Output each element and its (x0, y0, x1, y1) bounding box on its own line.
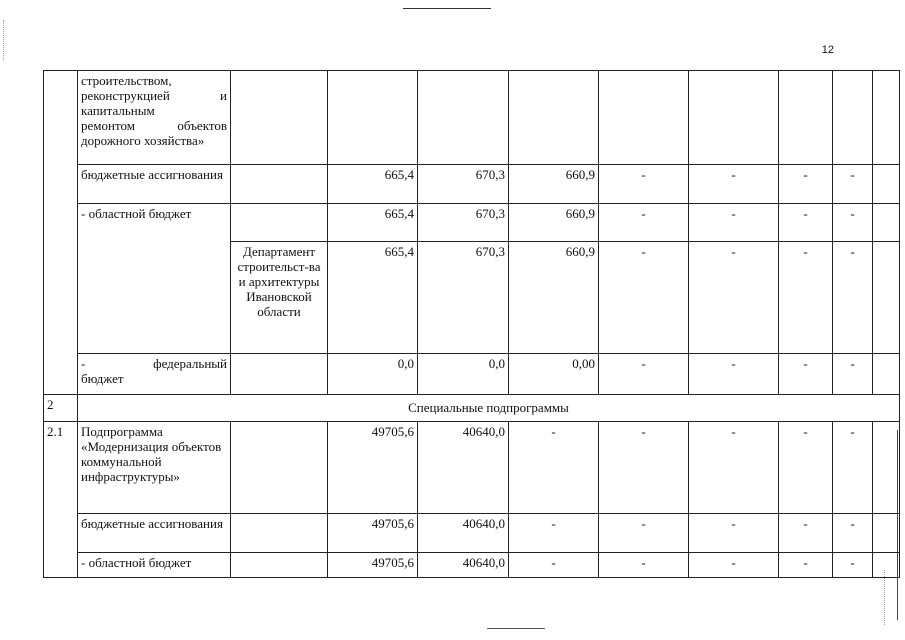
section-title: Специальные подпрограммы (78, 395, 900, 422)
row-name-cell (78, 242, 231, 354)
name-line: бюджет (81, 371, 124, 386)
value-cell: 660,9 (509, 165, 599, 204)
name-line: дорожного хозяйства» (81, 133, 205, 148)
value-cell: - (779, 354, 833, 395)
table-row (44, 71, 900, 165)
value-cell: 660,9 (509, 242, 599, 354)
executor-cell (231, 71, 328, 165)
executor-cell (231, 354, 328, 395)
value-cell (873, 71, 900, 165)
value-cell: - (689, 204, 779, 242)
value-cell: - (779, 422, 833, 514)
executor-cell (231, 553, 328, 578)
table-row (44, 204, 900, 242)
row-name-cell: бюджетные ассигнования (78, 165, 231, 204)
value-cell: - (779, 204, 833, 242)
value-cell: 665,4 (328, 204, 418, 242)
page-number: 12 (821, 44, 834, 56)
value-cell: - (599, 553, 689, 578)
left-margin-marks (3, 20, 6, 60)
value-cell: - (599, 354, 689, 395)
value-cell (873, 354, 900, 395)
table-row (44, 165, 900, 204)
budget-table (43, 70, 900, 578)
value-cell: - (689, 514, 779, 553)
value-cell: - (689, 242, 779, 354)
executor-cell (231, 514, 328, 553)
value-cell (873, 165, 900, 204)
value-cell: - (599, 204, 689, 242)
table-row (44, 422, 900, 514)
top-rule (403, 8, 491, 9)
value-cell: - (509, 514, 599, 553)
right-margin-marks (884, 570, 887, 625)
value-cell: - (833, 204, 873, 242)
value-cell: 670,3 (418, 165, 509, 204)
value-cell: - (779, 242, 833, 354)
value-cell: - (833, 514, 873, 553)
value-cell: 49705,6 (328, 553, 418, 578)
value-cell: - (779, 553, 833, 578)
value-cell: 40640,0 (418, 422, 509, 514)
row-number-cell (44, 553, 78, 578)
row-name-cell: - областной бюджет (78, 204, 231, 242)
value-cell: 670,3 (418, 204, 509, 242)
value-cell: - (689, 422, 779, 514)
value-cell (873, 553, 900, 578)
value-cell: - (509, 553, 599, 578)
value-cell: - (833, 354, 873, 395)
value-cell: - (599, 422, 689, 514)
table-row (44, 553, 900, 578)
name-line: капитальным (81, 103, 155, 118)
name-line: строительством, (81, 73, 172, 88)
value-cell: 49705,6 (328, 422, 418, 514)
value-cell: 670,3 (418, 242, 509, 354)
value-cell: 0,00 (509, 354, 599, 395)
table-row (44, 242, 900, 354)
value-cell (779, 71, 833, 165)
value-cell: 0,0 (418, 354, 509, 395)
executor-cell (231, 422, 328, 514)
value-cell: - (599, 514, 689, 553)
section-row (44, 395, 900, 422)
value-cell: - (779, 514, 833, 553)
value-cell: - (833, 553, 873, 578)
bottom-rule (487, 628, 545, 629)
value-cell: - (599, 242, 689, 354)
value-cell (599, 71, 689, 165)
value-cell: 0,0 (328, 354, 418, 395)
row-number-cell: 2 (44, 395, 78, 422)
value-cell: - (509, 422, 599, 514)
value-cell: - (779, 165, 833, 204)
value-cell: 665,4 (328, 165, 418, 204)
executor-cell: Департамент строительст-ва и архитектуры Ивановской области (231, 242, 328, 354)
value-cell (689, 71, 779, 165)
value-cell: - (833, 165, 873, 204)
value-cell (509, 71, 599, 165)
value-cell (873, 242, 900, 354)
value-cell: 40640,0 (418, 514, 509, 553)
value-cell: 40640,0 (418, 553, 509, 578)
row-number-cell (44, 242, 78, 354)
table-row (44, 354, 900, 395)
value-cell (873, 204, 900, 242)
row-number-cell (44, 204, 78, 242)
value-cell (833, 71, 873, 165)
value-cell: 49705,6 (328, 514, 418, 553)
row-name-cell: Подпрограмма «Модернизация объектов коммунальной инфраструктуры» (78, 422, 231, 514)
value-cell: - (833, 422, 873, 514)
name-line: - федеральный (81, 356, 227, 371)
value-cell: - (599, 165, 689, 204)
value-cell: - (689, 354, 779, 395)
row-number-cell (44, 165, 78, 204)
value-cell: 660,9 (509, 204, 599, 242)
executor-cell (231, 204, 328, 242)
value-cell (873, 514, 900, 553)
value-cell: - (689, 165, 779, 204)
row-name-cell: - областной бюджет (78, 553, 231, 578)
row-name-cell: бюджетные ассигнования (78, 514, 231, 553)
value-cell: 665,4 (328, 242, 418, 354)
row-name-cell (78, 354, 231, 395)
value-cell (873, 422, 900, 514)
row-number-cell (44, 514, 78, 553)
row-number-cell: 2.1 (44, 422, 78, 514)
value-cell: - (689, 553, 779, 578)
table-row (44, 514, 900, 553)
value-cell (328, 71, 418, 165)
value-cell: - (833, 242, 873, 354)
name-line: реконструкцией и (81, 88, 227, 103)
row-number-cell (44, 354, 78, 395)
executor-cell (231, 165, 328, 204)
name-line: ремонтом объектов (81, 118, 227, 133)
value-cell (418, 71, 509, 165)
row-name-cell (78, 71, 231, 165)
row-number-cell (44, 71, 78, 165)
